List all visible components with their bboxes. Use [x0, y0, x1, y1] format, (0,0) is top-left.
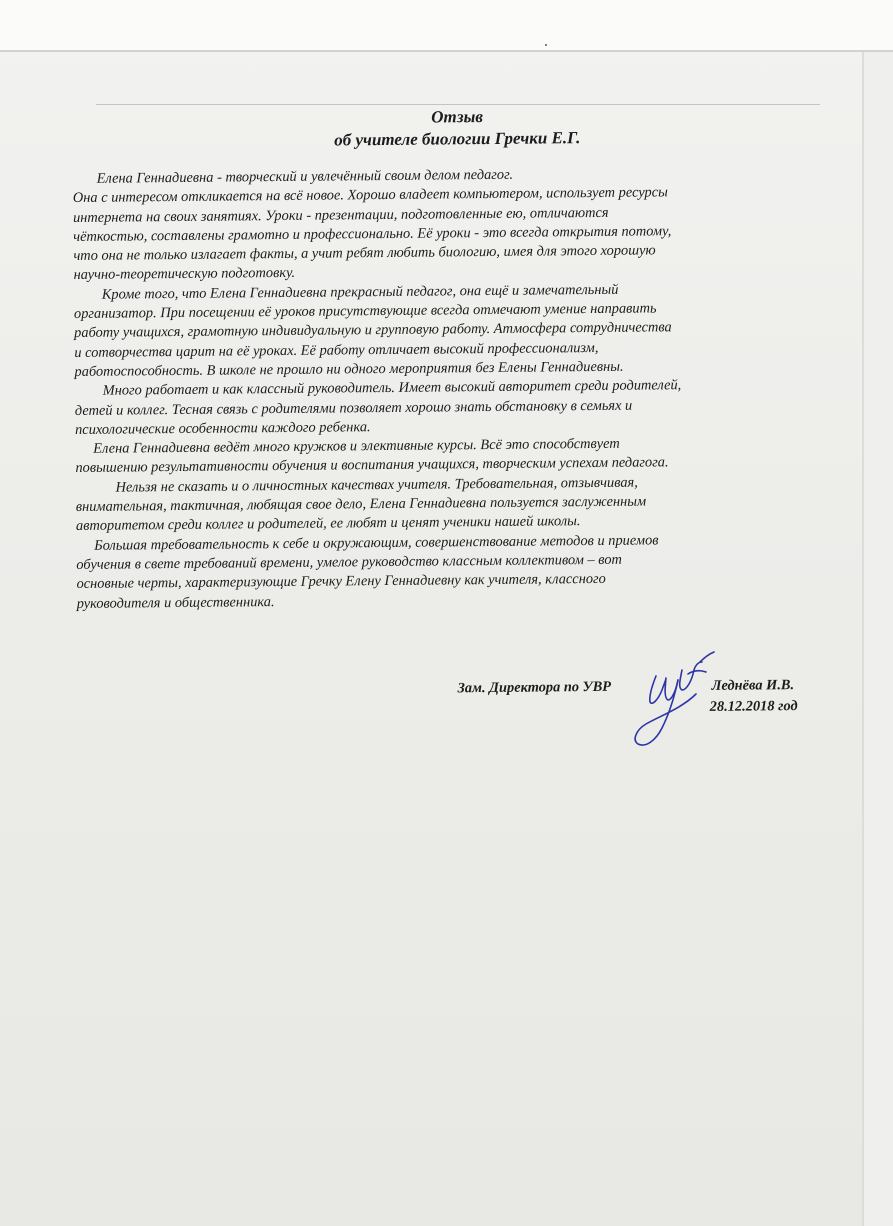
text-line: научно-теоретическую подготовку.: [73, 265, 296, 284]
text-line: что она не только излагает факты, а учит ребят любить биологию, имея для этого хорошую: [73, 242, 656, 265]
scanner-top-margin: [0, 0, 893, 52]
signer-name: Леднёва И.В.: [711, 677, 795, 694]
scanner-right-margin: [864, 52, 893, 1226]
text-line: Елена Геннадиевна - творческий и увлечённый своим делом педагог.: [96, 166, 514, 187]
text-line: Большая требовательность к себе и окружающим, совершенствование методов и приемов: [94, 532, 659, 554]
signer-title: Зам. Директора по УВР: [457, 678, 612, 697]
text-line: повышению результативности обучения и воспитания учащихся, творческим успехам педагога.: [75, 454, 669, 477]
text-line: организатор. При посещении её уроков присутствующие всегда отмечают умение направить: [73, 300, 657, 323]
text-line: авторитетом среди коллег и родителей, ее любят и ценят ученики нашей школы.: [75, 513, 581, 535]
letter-body: [73, 163, 827, 614]
scan-speck: [545, 44, 547, 46]
document-date: 28.12.2018 год: [709, 698, 798, 715]
text-line: работоспособность. В школе не прошло ни одного мероприятия без Елены Геннадиевны.: [74, 358, 624, 380]
text-line: психологические особенности каждого ребенка.: [74, 419, 371, 438]
title-line-1: Отзыв: [431, 107, 484, 127]
text-line: внимательная, тактичная, любящая свое дело, Елена Геннадиевна пользуется заслуженным: [75, 493, 647, 516]
text-line: Много работает и как классный руководитель. Имеет высокий авторитет среди родителей,: [102, 377, 682, 399]
text-line: руководителя и общественника.: [76, 593, 275, 612]
review-letter: [72, 103, 827, 715]
text-line: детей и коллег. Тесная связь с родителями позволяет хорошо знать обстановку в семьях и: [74, 397, 633, 419]
text-line: чёткостью, составлены грамотно и профессионально. Её уроки - это всегда открытия потому,: [73, 223, 672, 245]
letter-title: [92, 103, 822, 154]
text-line: обучения в свете требований времени, умелое руководство классным коллективом – вот: [76, 551, 622, 573]
text-line: работу учащихся, грамотную индивидуальную и групповую работу. Атмосфера сотрудничества: [74, 319, 672, 342]
text-line: Елена Геннадиевна ведёт много кружков и элективные курсы. Всё это способствует: [93, 435, 620, 457]
title-line-2: об учителе биологии Гречки Е.Г.: [334, 128, 581, 150]
paper-top-edge: [0, 50, 893, 52]
handwritten-signature-icon: [612, 640, 722, 760]
text-line: Она с интересом откликается на всё новое. Хорошо владеет компьютером, использует ресурсы: [72, 184, 668, 207]
text-line: и сотворчества царит на её уроках. Её работу отличает высокий профессионализм,: [74, 339, 599, 361]
text-line: основные черты, характеризующие Гречку Елену Геннадиевну как учителя, классного: [76, 571, 606, 593]
text-line: Кроме того, что Елена Геннадиевна прекрасный педагог, она ещё и замечательный: [101, 281, 619, 303]
text-line: Нельзя не сказать и о личностных качествах учителя. Требовательная, отзывчивая,: [115, 474, 638, 496]
text-line: интернета на своих занятиях. Уроки - презентации, подготовленные ею, отличаются: [72, 204, 609, 226]
